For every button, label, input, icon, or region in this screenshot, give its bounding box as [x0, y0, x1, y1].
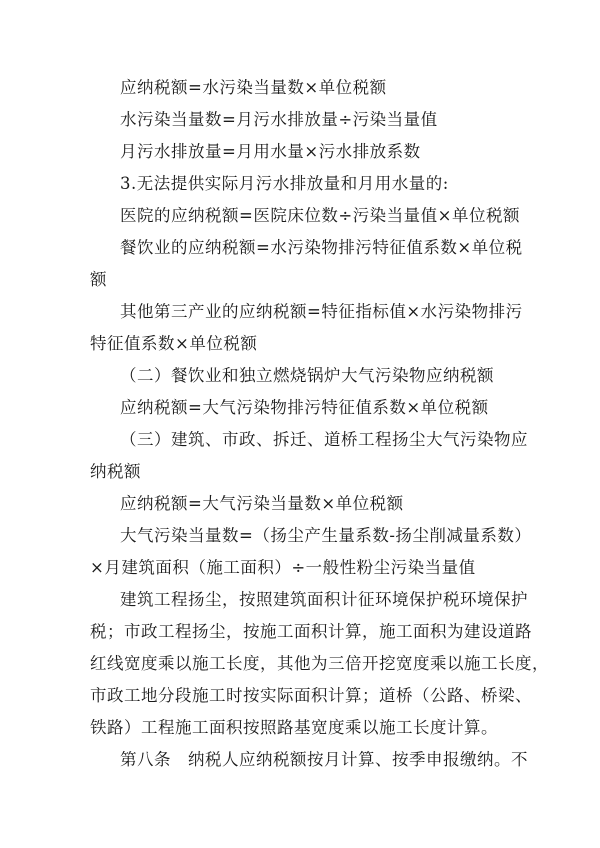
text-line: 餐饮业的应纳税额=水污染物排污特征值系数×单位税	[120, 238, 523, 257]
text-line: 红线宽度乘以施工长度，其他为三倍开挖宽度乘以施工长度，	[90, 654, 549, 673]
text-line: 应纳税额=大气污染物排污特征值系数×单位税额	[120, 398, 489, 417]
text-line: 应纳税额=大气污染当量数×单位税额	[120, 494, 404, 513]
text-line: 建筑工程扬尘，按照建筑面积计征环境保护税环境保护	[120, 590, 528, 609]
text-line: （二）餐饮业和独立燃烧锅炉大气污染物应纳税额	[120, 366, 494, 385]
text-line: 大气污染当量数=（扬尘产生量系数-扬尘削减量系数）	[120, 526, 532, 545]
text-line: 特征值系数×单位税额	[90, 334, 258, 353]
text-line: 月污水排放量=月用水量×污水排放系数	[120, 142, 421, 161]
text-line: 3.无法提供实际月污水排放量和月用水量的:	[120, 174, 449, 193]
text-line: ×月建筑面积（施工面积）÷一般性粉尘污染当量值	[90, 558, 476, 577]
text-line: 市政工地分段施工时按实际面积计算；道桥（公路、桥梁、	[90, 686, 532, 705]
text-line: 水污染当量数=月污水排放量÷污染当量值	[120, 110, 438, 129]
text-line: 其他第三产业的应纳税额=特征指标值×水污染物排污	[120, 302, 523, 321]
text-line: 额	[90, 270, 107, 289]
text-line: 第八条 纳税人应纳税额按月计算、按季申报缴纳。不	[120, 750, 528, 769]
text-line: 应纳税额=水污染当量数×单位税额	[120, 78, 387, 97]
text-line: （三）建筑、市政、拆迁、道桥工程扬尘大气污染物应	[120, 430, 528, 449]
text-line: 纳税额	[90, 462, 141, 481]
text-line: 铁路）工程施工面积按照路基宽度乘以施工长度计算。	[90, 718, 498, 737]
text-line: 税；市政工程扬尘，按施工面积计算，施工面积为建设道路	[90, 622, 532, 641]
text-line: 医院的应纳税额=医院床位数÷污染当量值×单位税额	[120, 206, 520, 225]
